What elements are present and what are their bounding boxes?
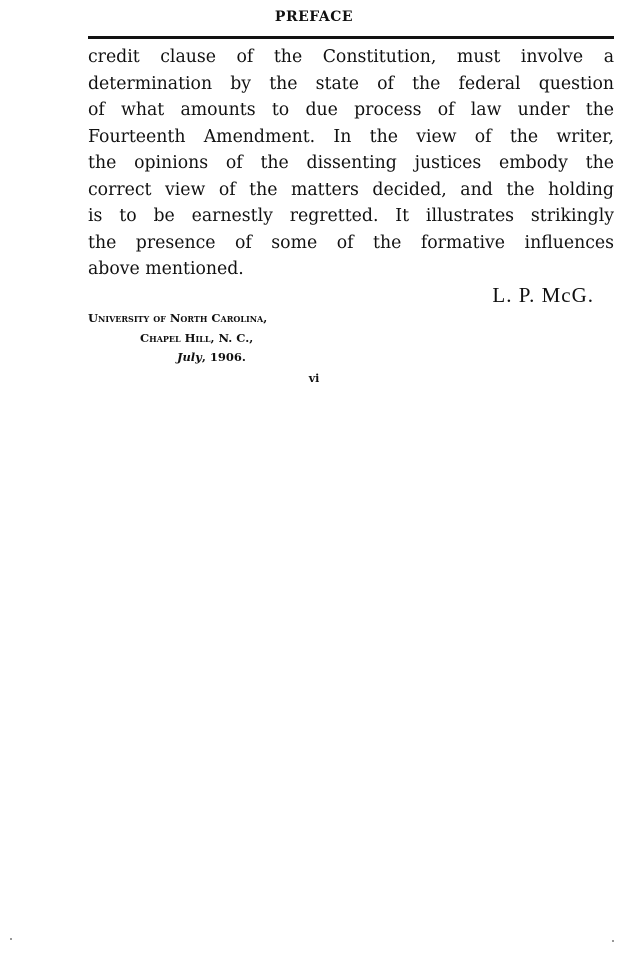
text-line: Fourteenth Amendment. In the view of the writer,: [88, 126, 614, 147]
text-line: the opinions of the dissenting justices embody the: [88, 153, 614, 173]
scan-speck: [10, 938, 12, 940]
text-line: correct view of the matters decided, and the holding: [88, 179, 614, 200]
scan-speck: [612, 940, 614, 942]
text-line: is to be earnestly regretted. It illustrates strikingly: [88, 206, 614, 226]
header-rule: [88, 36, 614, 39]
text-line: above mentioned.: [88, 259, 244, 279]
place-line-date: [177, 350, 246, 364]
page-number: vi: [308, 372, 320, 385]
place-line-town: Chapel Hill, N. C.,: [140, 331, 254, 345]
text-line: of what amounts to due process of law under the: [88, 100, 614, 120]
running-head: PREFACE: [274, 9, 354, 25]
text-line: determination by the state of the federal question: [88, 73, 614, 94]
place-line-university: University of North Carolina,: [88, 311, 268, 325]
author-signature: L. P. McG.: [492, 283, 594, 307]
paragraph: [88, 44, 614, 283]
date-month: July: [177, 350, 202, 364]
text-line: the presence of some of the formative influences: [88, 232, 614, 253]
date-year: , 1906.: [201, 350, 246, 364]
text-line: credit clause of the Constitution, must involve a: [88, 47, 614, 67]
